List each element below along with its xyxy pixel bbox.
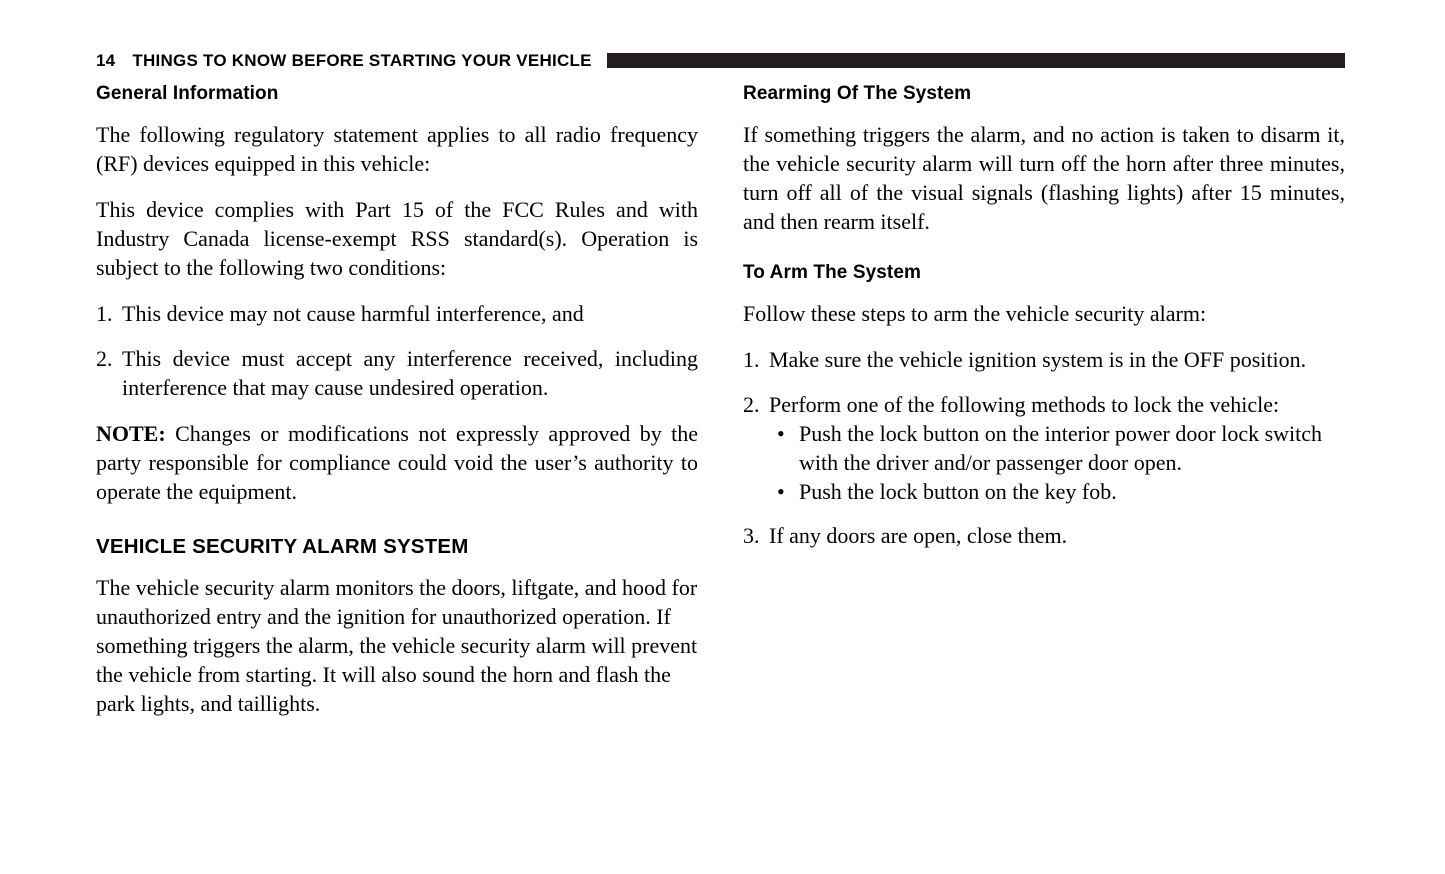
list-arm-steps bbox=[743, 345, 1345, 550]
page-header bbox=[96, 48, 1345, 72]
header-rule-bar bbox=[607, 53, 1345, 68]
list-marker: 2. bbox=[743, 392, 760, 417]
paragraph-security-alarm-description: The vehicle security alarm monitors the doors, liftgate, and hood for unauthorized entry and the ignition for unauthorized operation. If something triggers the alarm, the vehicle security alarm will prevent the vehicle from starting. It will also sound the horn and flash the park lights, and taillights. bbox=[96, 575, 698, 716]
bullet-icon: • bbox=[777, 421, 785, 446]
list-item bbox=[743, 390, 1345, 506]
list-marker: 1. bbox=[743, 347, 760, 372]
list-item bbox=[769, 477, 1345, 506]
page-number: 14 bbox=[96, 50, 116, 70]
heading-general-information: General Information bbox=[96, 83, 279, 104]
list-item-text: Push the lock button on the interior power door lock switch with the driver and/or passenger door open. bbox=[799, 421, 1323, 475]
paragraph-fcc-compliance: This device complies with Part 15 of the FCC Rules and with Industry Canada license-exempt RSS standard(s). Operation is subject to the following two conditions: bbox=[96, 197, 698, 280]
list-item-text: Push the lock button on the key fob. bbox=[799, 479, 1117, 504]
header-title: THINGS TO KNOW BEFORE STARTING YOUR VEHICLE bbox=[132, 50, 592, 70]
list-item bbox=[769, 419, 1345, 477]
list-item bbox=[96, 299, 698, 328]
list-item bbox=[743, 345, 1345, 374]
paragraph-regulatory-statement: The following regulatory statement applies to all radio frequency (RF) devices equipped in this vehicle: bbox=[96, 122, 698, 176]
list-item-text: Perform one of the following methods to lock the vehicle: bbox=[769, 392, 1280, 417]
heading-rearming-of-the-system: Rearming Of The System bbox=[743, 83, 972, 104]
list-marker: 3. bbox=[743, 523, 760, 548]
paragraph-rearming-description: If something triggers the alarm, and no action is taken to disarm it, the vehicle security alarm will turn off the horn after three minutes, turn off all of the visual signals (flashing lights) after 15 minutes, and then rearm itself. bbox=[743, 122, 1345, 234]
left-column bbox=[96, 82, 698, 735]
list-lock-methods bbox=[769, 419, 1345, 506]
list-item bbox=[743, 521, 1345, 550]
list-item-text: This device must accept any interference received, including interference that may cause undesired operation. bbox=[122, 346, 698, 400]
list-item-text: Make sure the vehicle ignition system is in the OFF position. bbox=[769, 347, 1307, 372]
two-column-body bbox=[96, 82, 1345, 735]
list-item bbox=[96, 344, 698, 402]
list-marker: 2. bbox=[96, 346, 113, 371]
right-column bbox=[743, 82, 1345, 735]
paragraph-note bbox=[96, 419, 698, 506]
note-text: Changes or modifications not expressly approved by the party responsible for compliance could void the user’s authority to operate the equipment. bbox=[96, 421, 698, 504]
list-item-text: This device may not cause harmful interference, and bbox=[122, 301, 584, 326]
list-fcc-conditions bbox=[96, 299, 698, 402]
note-label: NOTE: bbox=[96, 421, 166, 446]
heading-vehicle-security-alarm-system: VEHICLE SECURITY ALARM SYSTEM bbox=[96, 535, 469, 558]
list-item-text: If any doors are open, close them. bbox=[769, 523, 1068, 548]
paragraph-follow-these-steps: Follow these steps to arm the vehicle security alarm: bbox=[743, 301, 1207, 326]
bullet-icon: • bbox=[777, 479, 785, 504]
heading-to-arm-the-system: To Arm The System bbox=[743, 262, 922, 283]
list-marker: 1. bbox=[96, 301, 113, 326]
